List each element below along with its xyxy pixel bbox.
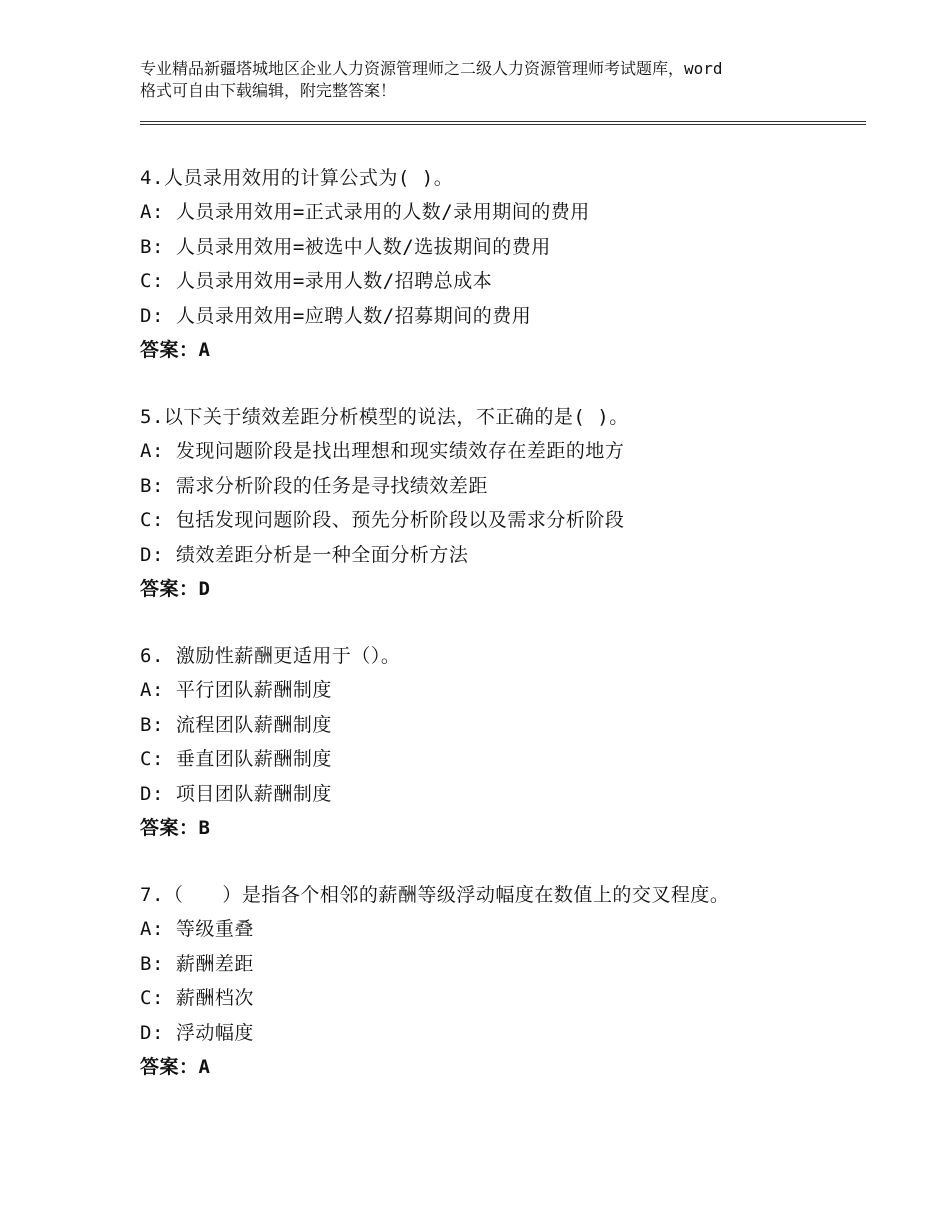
header-divider-top: [140, 121, 866, 122]
answer: 答案：D: [140, 577, 211, 600]
option-b: B: 人员录用效用=被选中人数/选拔期间的费用: [140, 235, 551, 258]
option-b: B: 需求分析阶段的任务是寻找绩效差距: [140, 474, 488, 497]
question-stem: 6. 激励性薪酬更适用于（）。: [140, 645, 401, 667]
answer: 答案：A: [140, 338, 211, 361]
option-a: A: 发现问题阶段是找出理想和现实绩效存在差距的地方: [140, 440, 625, 463]
question-7: [140, 878, 860, 1084]
question-5: [140, 400, 860, 606]
question-6: [140, 639, 860, 845]
option-c: C: 垂直团队薪酬制度: [140, 748, 332, 771]
option-a: A: 等级重叠: [140, 918, 254, 941]
question-stem: 5.以下关于绩效差距分析模型的说法，不正确的是( )。: [140, 406, 629, 428]
option-c: C: 薪酬档次: [140, 987, 254, 1010]
question-stem: 7.（ ）是指各个相邻的薪酬等级浮动幅度在数值上的交叉程度。: [140, 884, 730, 906]
option-a: A: 人员录用效用=正式录用的人数/录用期间的费用: [140, 201, 590, 224]
option-d: D: 项目团队薪酬制度: [140, 782, 332, 805]
option-b: B: 流程团队薪酬制度: [140, 713, 332, 736]
option-d: D: 人员录用效用=应聘人数/招募期间的费用: [140, 304, 532, 327]
option-a: A: 平行团队薪酬制度: [140, 679, 332, 702]
answer: 答案：A: [140, 1055, 211, 1078]
header-divider-bottom: [140, 124, 866, 125]
answer: 答案：B: [140, 816, 211, 839]
document-header: [140, 58, 840, 102]
option-d: D: 绩效差距分析是一种全面分析方法: [140, 543, 469, 566]
option-c: C: 包括发现问题阶段、预先分析阶段以及需求分析阶段: [140, 509, 625, 532]
header-line-2: 格式可自由下载编辑，附完整答案！: [140, 81, 397, 100]
question-stem: 4.人员录用效用的计算公式为( )。: [140, 167, 454, 189]
option-b: B: 薪酬差距: [140, 952, 254, 975]
option-d: D: 浮动幅度: [140, 1021, 254, 1044]
question-4: [140, 161, 860, 367]
option-c: C: 人员录用效用=录用人数/招聘总成本: [140, 270, 493, 293]
header-line-1: 专业精品新疆塔城地区企业人力资源管理师之二级人力资源管理师考试题库，word: [140, 59, 723, 78]
